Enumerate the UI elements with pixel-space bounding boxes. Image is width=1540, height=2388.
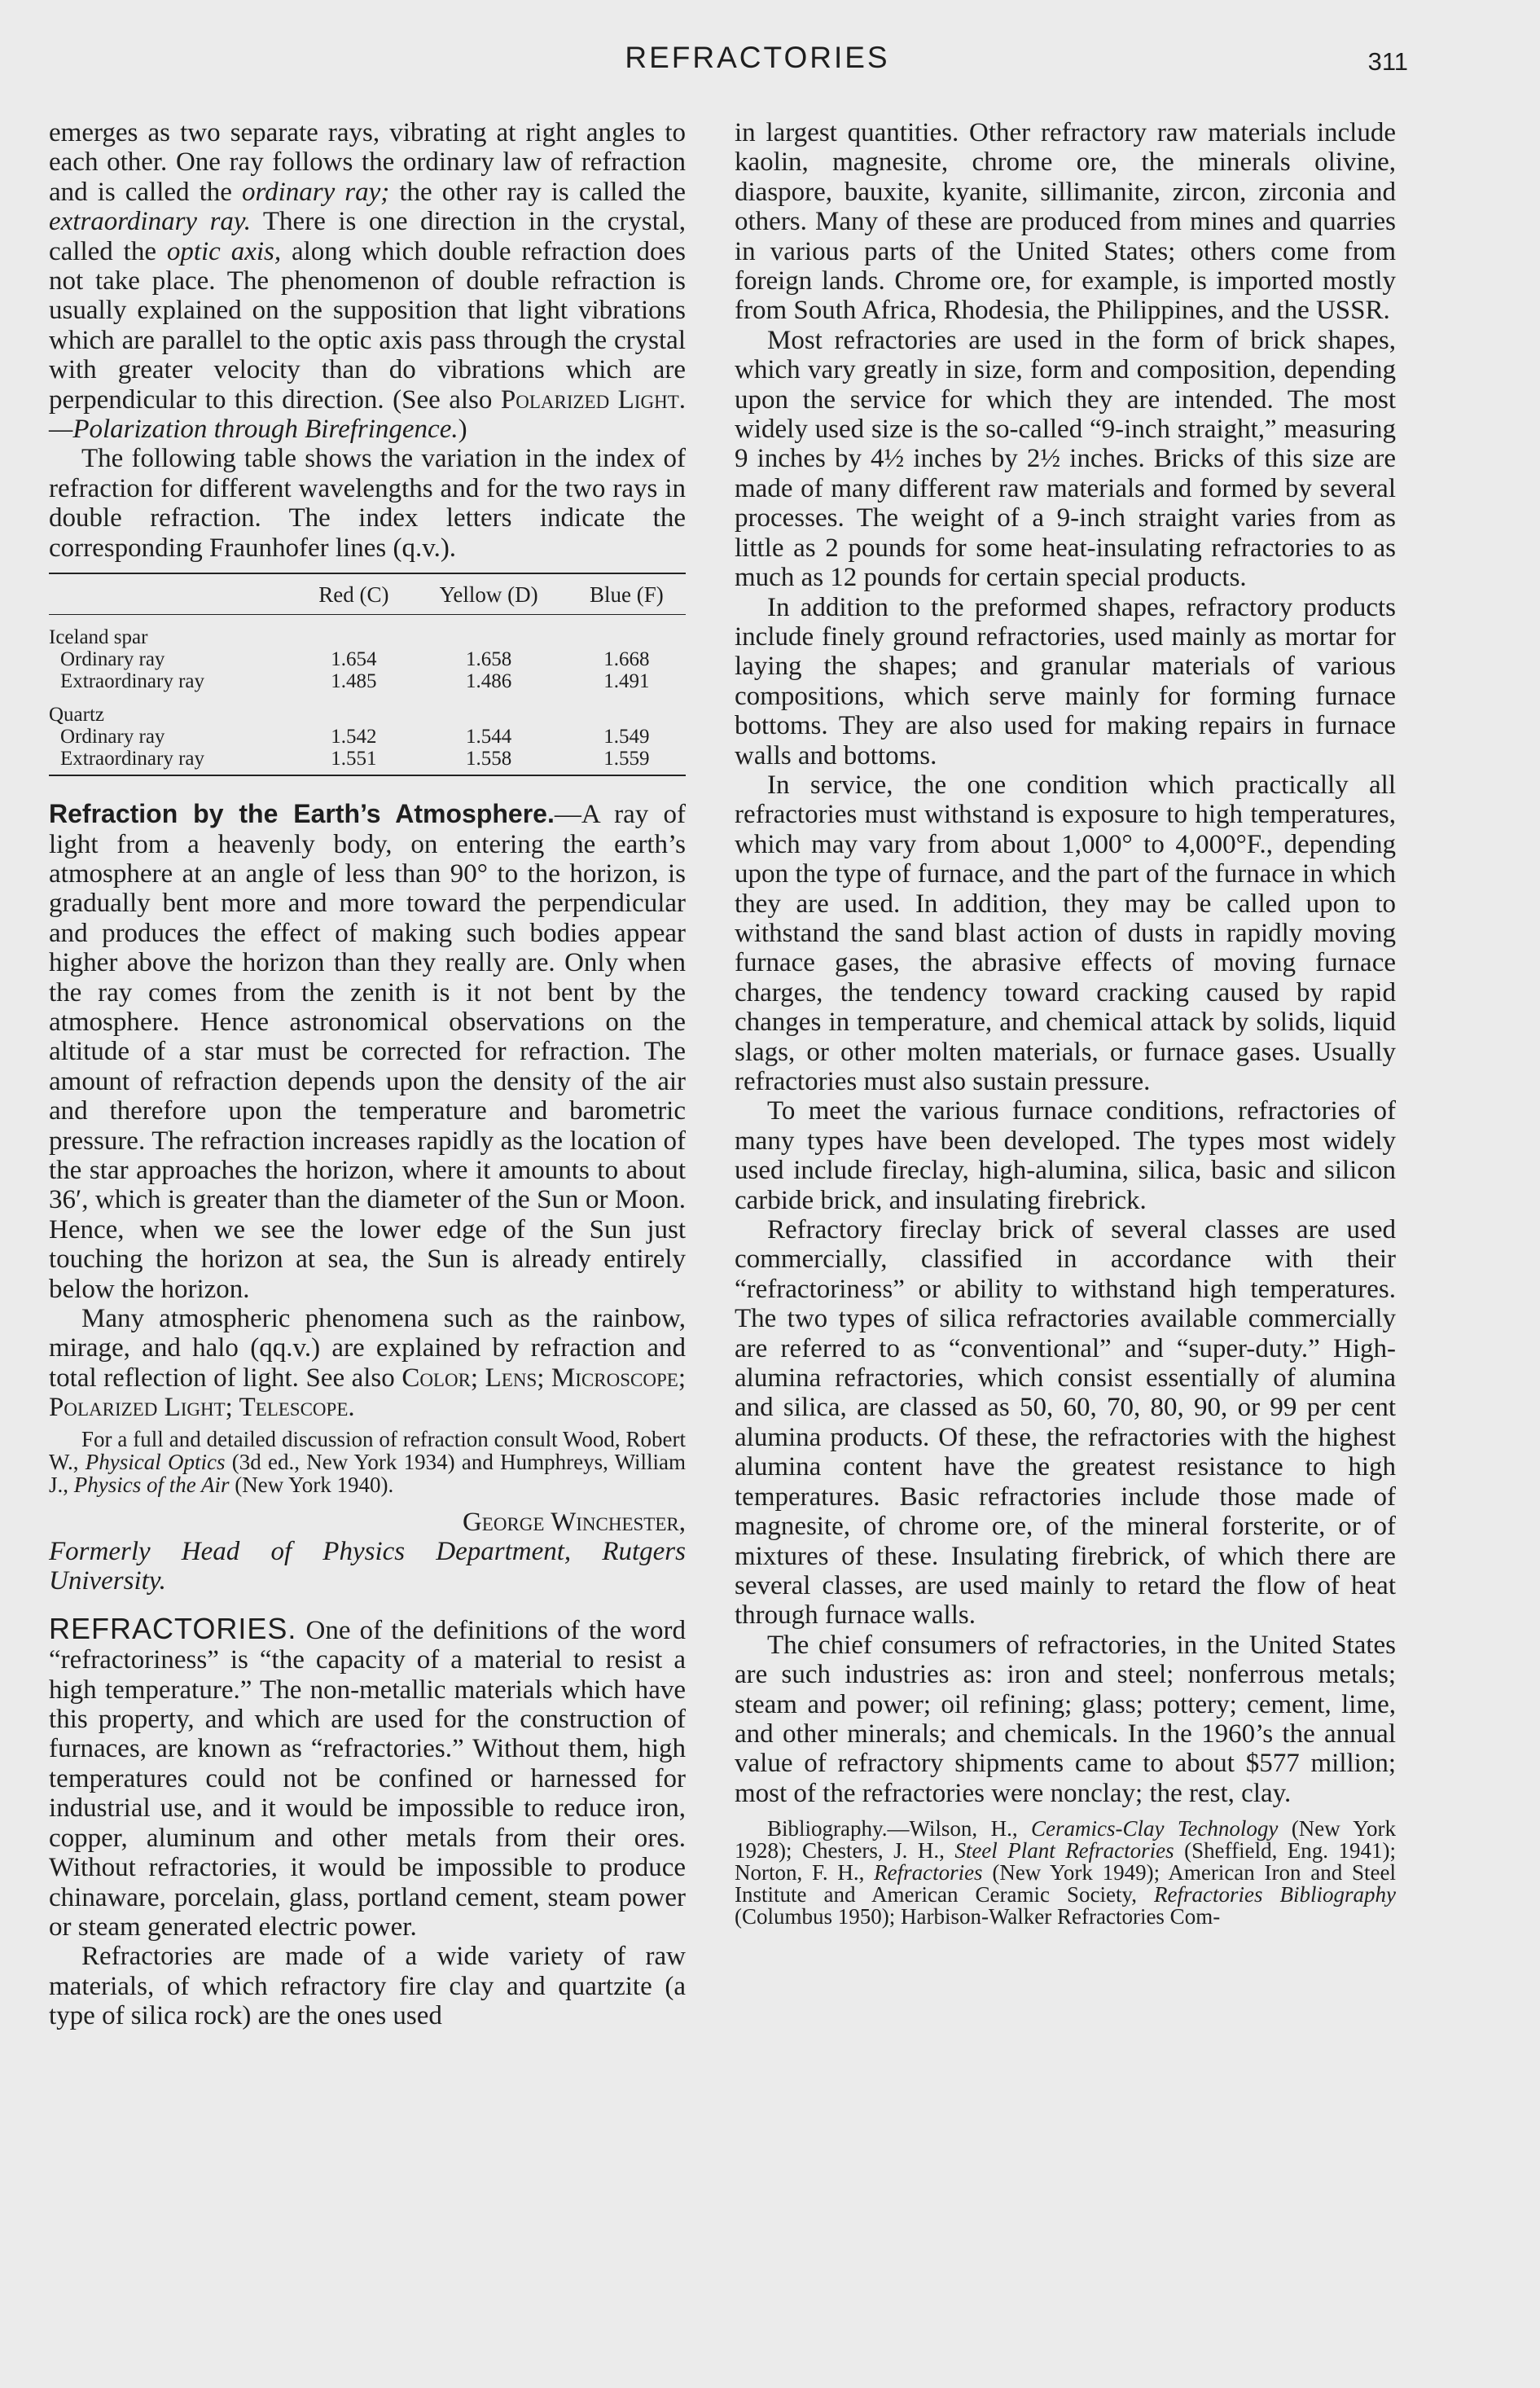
cell-yellow: 1.658 (465, 648, 512, 671)
double-refraction-paragraph (49, 118, 686, 444)
group-label: Quartz (49, 704, 105, 726)
cell-red: 1.654 (331, 648, 377, 671)
row-label: Ordinary ray (60, 648, 165, 671)
text-run: There is one direction in the crystal, called the (49, 207, 686, 266)
table-header-cell: Yellow (D) (410, 579, 568, 615)
text-run: (Columbus 1950); Harbison-Walker Refractories Com- (735, 1904, 1221, 1929)
service-conditions-paragraph: In service, the one condition which practically all refractories must withstand is exposure to high temperatures, which may vary from about 1,000° to 4,000°F., depending upon the type of furnace, and the part of the furnace in which they are used. In addition, they may be called upon to withstand the sand blast action of dusts in rapidly moving furnace gases, the abrasive effects of moving furnace charges, the tendency toward cracking caused by rapid changes in temperature, and chemical attack by solids, liquid slags, or other molten materials, or furnace gases. Usually refractories must also sustain pressure. (735, 770, 1396, 1096)
book-title: Steel Plant Refractories (954, 1838, 1174, 1863)
text-run: along which double refraction does not take place. The phenomenon of double refraction is usually explained on the supposition that light vibrations which are parallel to the optic axis pass through the crystal with greater velocity than do vibrations which are perpendicular to this direction. (See also (49, 236, 686, 415)
table-header-cell: Blue (F) (568, 579, 686, 615)
text-run: Many atmospheric phenomena such as the rainbow, mirage, and halo (qq.v.) are explained by refraction and total reflection of light. See also (49, 1304, 686, 1393)
cell-blue: 1.491 (603, 670, 650, 693)
row-label: Extraordinary ray (60, 670, 205, 693)
book-title: Physical Optics (85, 1449, 226, 1474)
cell-yellow: 1.486 (465, 670, 512, 693)
brick-shapes-paragraph: Most refractories are used in the form of brick shapes, which vary greatly in size, form and composition, depending upon the service for which they are intended. The most widely used size is the so-called “9-inch straight,” measuring 9 inches by 4½ inches by 2½ inches. Bricks of this size are made of many different raw materials and formed by several processes. The weight of a 9-inch straight varies from as little as 2 pounds for some heat-insulating refractories to as much as 12 pounds for certain special products. (735, 325, 1396, 593)
table-header-cell (49, 579, 297, 615)
types-paragraph: To meet the various furnace conditions, refractories of many types have been developed. The types most widely used include fireclay, high-alumina, silica, basic and silicon carbide brick, and insulating firebrick. (735, 1096, 1396, 1215)
table-group-row (49, 615, 686, 649)
group-label: Iceland spar (49, 626, 148, 649)
row-label: Extraordinary ray (60, 748, 205, 770)
table-header-row (49, 579, 686, 615)
text-run: (Sheffield, Eng. 1941); Norton, F. H., (735, 1838, 1396, 1885)
term-optic-axis: optic axis, (166, 236, 282, 266)
cell-yellow: 1.558 (465, 748, 512, 770)
text-run: (3d ed., New York 1934) and Humphreys, William J., (49, 1449, 686, 1497)
cell-red: 1.542 (331, 726, 377, 748)
text-run: One of the definitions of the word “refractoriness” is “the capacity of a material to resist a high temperature.” The non-metallic materials which have this property, and which are used for the construction of furnaces, are known as “refractories.” Without them, high temperatures could not be confined or harnessed for industrial use, and it would be impossible to reduce iron, copper, aluminum and other metals from their ores. Without refractories, it would be impossible to produce chinaware, porcelain, glass, portland cement, steam power or steam generated electric power. (49, 1615, 686, 1942)
running-header: REFRACTORIES (625, 41, 890, 74)
text-run: Bibliography.—Wilson, H., (767, 1816, 1031, 1841)
cell-blue: 1.559 (603, 748, 650, 770)
atmosphere-paragraph (49, 799, 686, 1304)
cell-blue: 1.549 (603, 726, 650, 748)
book-title: Ceramics-Clay Technology (1031, 1816, 1279, 1841)
table-row (49, 648, 686, 670)
book-title: Refractories (874, 1860, 983, 1885)
text-run: (New York 1928); Chesters, J. H., (735, 1816, 1396, 1863)
right-column (735, 118, 1396, 1928)
left-column (49, 118, 686, 2031)
refractories-intro-paragraph (49, 1611, 686, 1942)
table-group-row (49, 692, 686, 726)
preformed-shapes-paragraph: In addition to the preformed shapes, refractory products include finely ground refractories, used mainly as mortar for laying the shapes; and granular materials of various compositions, which serve mainly for forming furnace bottoms. They are also used for making repairs in furnace walls and bottoms. (735, 592, 1396, 770)
cross-reference: Polarized Light. (500, 384, 686, 415)
author-name: George Winchester, (462, 1507, 686, 1537)
cross-reference-subtitle: —Polarization through Birefringence. (49, 415, 458, 445)
text-run: (New York 1940). (229, 1472, 394, 1497)
text-run: —A ray of light from a heavenly body, on entering the earth’s atmosphere at an angle of less than 90° to the horizon, is gradually bent more and more toward the perpendicular and produces the effect of making such bodies appear higher above the horizon than they really are. Only when the ray comes from the zenith is it not bent by the atmosphere. Hence astronomical observations on the altitude of a star must be corrected for refraction. The amount of refraction depends upon the density of the air and therefore upon the temperature and barometric pressure. The refraction increases rapidly as the location of the star approaches the horizon, where it amounts to about 36′, which is greater than the diameter of the Sun or Moon. Hence, when we see the lower edge of the Sun just touching the horizon at sea, the Sun is already entirely below the horizon. (49, 800, 686, 1304)
text-run: emerges as two separate rays, vibrating at right angles to each other. One ray follows the ordinary law of refraction and is called the (49, 118, 686, 207)
table-intro-paragraph: The following table shows the variation in the index of refraction for different wavelengths and for the two rays in double refraction. The index letters indicate the corresponding Fraunhofer lines (q.v.). (49, 444, 686, 563)
refraction-index-table (49, 573, 686, 776)
author-affiliation: Formerly Head of Physics Department, Rutgers University. (49, 1537, 686, 1596)
text-run: ) (458, 415, 467, 445)
fireclay-paragraph: Refractory fireclay brick of several classes are used commercially, classified in accordance with their “refractoriness” or ability to withstand high temperatures. The two types of silica refractories available commercially are referred to as “conventional” and “super-duty.” High-alumina refractories, which consist essentially of alumina and silica, are classed as 50, 60, 70, 80, 90, or 99 per cent alumina products. Of these, the refractories with the highest alumina content have the greatest resistance to high temperatures. Basic refractories include those made of magnesite, of chrome ore, of the mineral forsterite, or of mixtures of these. Insulating firebrick, of which there are several classes, are used mainly to retard the flow of heat through furnace walls. (735, 1215, 1396, 1631)
book-title: Physics of the Air (73, 1472, 230, 1497)
reference-note (49, 1428, 686, 1496)
bibliography (735, 1818, 1396, 1928)
phenomena-paragraph (49, 1304, 686, 1423)
cell-red: 1.551 (331, 748, 377, 770)
raw-materials-paragraph: Refractories are made of a wide variety of raw materials, of which refractory fire clay and quartzite (a type of silica rock) are the ones used (49, 1942, 686, 2031)
table-row (49, 748, 686, 770)
table-row (49, 670, 686, 692)
book-title: Refractories Bibliography (1154, 1882, 1396, 1907)
cross-reference: Color; Lens; Microscope; Polarized Light; Telescope. (49, 1363, 686, 1423)
text-run: (New York 1949); American Iron and Steel Institute and American Ceramic Society, (735, 1860, 1396, 1907)
text-run: the other ray is called the (389, 177, 686, 207)
row-label: Ordinary ray (60, 726, 165, 748)
entry-title: REFRACTORIES. (49, 1611, 297, 1645)
term-extraordinary-ray: extraordinary ray. (49, 207, 251, 237)
cell-red: 1.485 (331, 670, 377, 693)
table-header-cell: Red (C) (297, 579, 410, 615)
text-run: For a full and detailed discussion of refraction consult Wood, Robert W., (49, 1426, 686, 1474)
consumers-paragraph: The chief consumers of refractories, in the United States are such industries as: iron and steel; nonferrous metals; steam and power; oil refining; glass; pottery; cement, lime, and other minerals; and chemicals. In the 1960’s the annual value of refractory shipments came to about $577 million; most of the refractories were nonclay; the rest, clay. (735, 1630, 1396, 1808)
section-title: Refraction by the Earth’s Atmosphere. (49, 799, 555, 829)
cell-yellow: 1.544 (465, 726, 512, 748)
raw-materials-continued-paragraph: in largest quantities. Other refractory raw materials include kaolin, magnesite, chrome ore, the minerals olivine, diaspore, bauxite, kyanite, sillimanite, zircon, zirconia and others. Many of these are produced from mines and quarries in various parts of the United States; others come from foreign lands. Chrome ore, for example, is imported mostly from South Africa, Rhodesia, the Philippines, and the USSR. (735, 118, 1396, 326)
page-number: 311 (1367, 47, 1408, 76)
term-ordinary-ray: ordinary ray; (241, 177, 390, 207)
table-row (49, 726, 686, 748)
cell-blue: 1.668 (603, 648, 650, 671)
